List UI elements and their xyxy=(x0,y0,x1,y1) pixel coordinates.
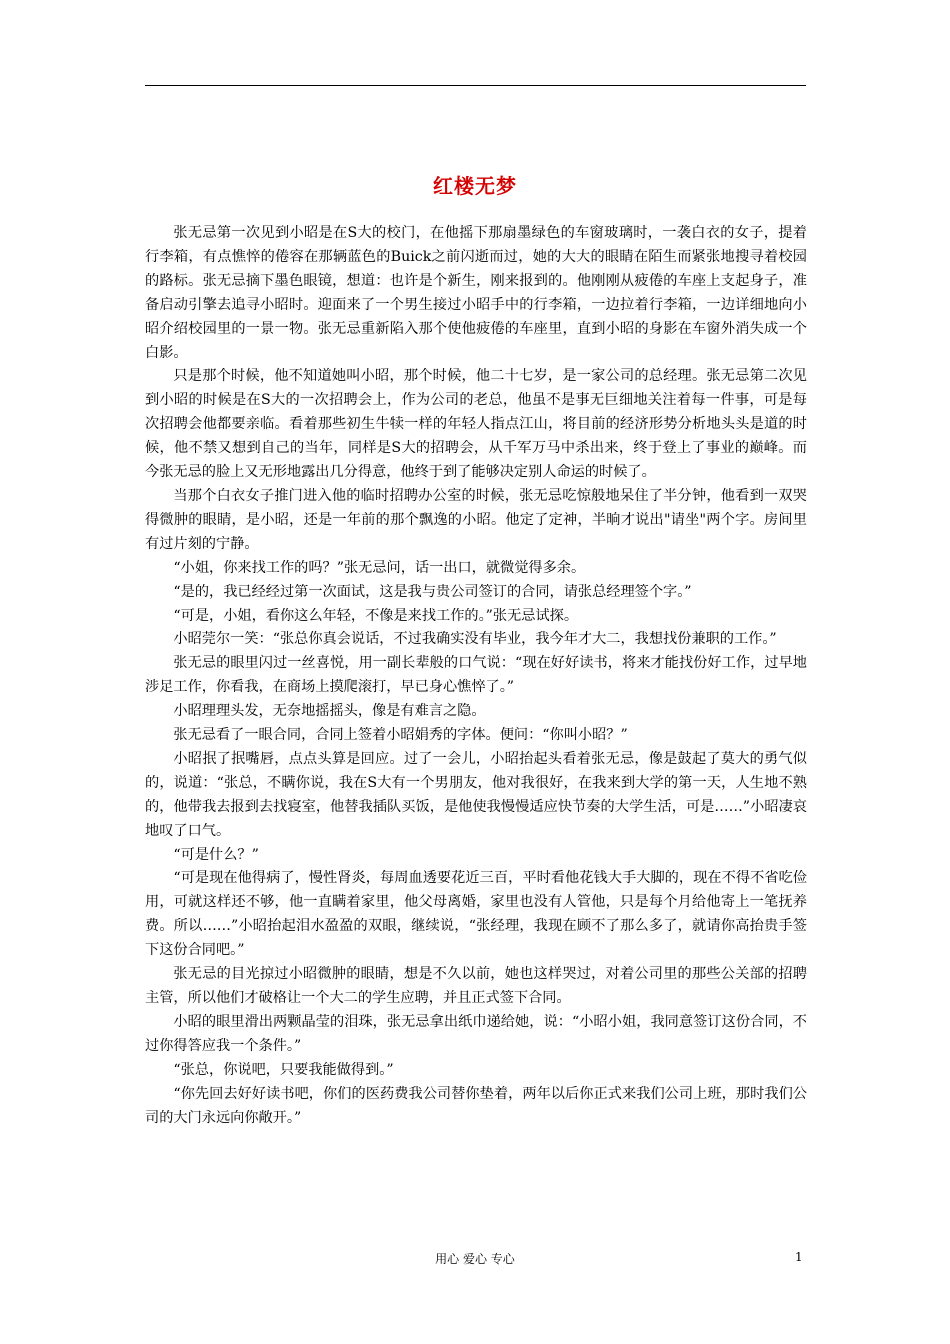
document-body xyxy=(145,222,807,1130)
paragraph: “小姐，你来找工作的吗？”张无忌问，话一出口，就微觉得多余。 xyxy=(173,559,586,576)
paragraph: 张无忌第一次见到小昭是在S大的校门，在他摇下那扇墨绿色的车窗玻璃时，一袭白衣的女子，提着行李箱，有点憔悴的倦容在那辆蓝色的Buick之前闪逝而过，她的大大的眼睛在陌生而紧张地搜寻着校园的路标。张无忌摘下墨色眼镜，想道：也许是个新生，刚来报到的。他刚刚从疲倦的车座上支起身子，准备启动引擎去追寻小昭时。迎面来了一个男生接过小昭手中的行李箱，一边拉着行李箱，一边详细地向小昭介绍校园里的一景一物。张无忌重新陷入那个使他疲倦的车座里，直到小昭的身影在车窗外消失成一个白影。 xyxy=(145,225,807,361)
paragraph: 张无忌看了一眼合同，合同上签着小昭娟秀的字体。便问：“你叫小昭？” xyxy=(173,727,628,744)
header-rule xyxy=(145,85,806,86)
paragraph: “是的，我已经经过第一次面试，这是我与贵公司签订的合同，请张总经理签个字。” xyxy=(173,583,692,600)
paragraph: “可是现在他得病了，慢性肾炎，每周血透要花近三百，平时看他花钱大手大脚的，现在不得不省吃俭用，可就这样还不够，他一直瞒着家里，他父母离婚，家里也没有人管他，只是每个月给他寄上一笔抚养费。所以……”小昭抬起泪水盈盈的双眼，继续说，“张经理，我现在顾不了那么多了，就请你高抬贵手签下这份合同吧。” xyxy=(145,870,807,959)
page-number: 1 xyxy=(795,1250,803,1264)
paragraph: 张无忌的目光掠过小昭微肿的眼睛，想是不久以前，她也这样哭过，对着公司里的那些公关部的招聘主管，所以他们才破格让一个大二的学生应聘，并且正式签下合同。 xyxy=(145,966,807,1006)
paragraph: 只是那个时候，他不知道她叫小昭，那个时候，他二十七岁，是一家公司的总经理。张无忌第二次见到小昭的时候是在S大的一次招聘会上，作为公司的老总，他虽不是事无巨细地关注着每一件事，可是每次招聘会他都要亲临。看着那些初生牛犊一样的年轻人指点江山，将目前的经济形势分析地头头是道的时候，他不禁又想到自己的当年，同样是S大的招聘会，从千军万马中杀出来，终于登上了事业的巅峰。而今张无忌的脸上又无形地露出几分得意，他终于到了能够决定别人命运的时候了。 xyxy=(145,368,807,481)
paragraph: “张总，你说吧，只要我能做得到。” xyxy=(173,1061,394,1078)
paragraph: 小昭莞尔一笑：“张总你真会说话，不过我确实没有毕业，我今年才大二，我想找份兼职的工作。” xyxy=(173,631,777,648)
paragraph: 小昭抿了抿嘴唇，点点头算是回应。过了一会儿，小昭抬起头看着张无忌，像是鼓起了莫大的勇气似的，说道：“张总，不瞒你说，我在S大有一个男朋友，他对我很好，在我来到大学的第一天，人生地不熟的，他带我去报到去找寝室，他替我插队买饭，是他使我慢慢适应快节奏的大学生活，可是……”小昭凄哀地叹了口气。 xyxy=(145,750,807,839)
paragraph: 张无忌的眼里闪过一丝喜悦，用一副长辈般的口气说：“现在好好读书，将来才能找份好工作，过早地涉足工作，你看我，在商场上摸爬滚打，早已身心憔悴了。” xyxy=(145,655,807,696)
paragraph: 小昭理理头发，无奈地摇摇头，像是有难言之隐。 xyxy=(173,703,486,720)
paragraph: “可是，小姐，看你这么年轻，不像是来找工作的。”张无忌试探。 xyxy=(173,607,579,624)
document-title: 红楼无梦 xyxy=(433,174,517,198)
paragraph: “你先回去好好读书吧，你们的医药费我公司替你垫着，两年以后你正式来我们公司上班，那时我们公司的大门永远向你敞开。” xyxy=(145,1085,807,1126)
paragraph: 小昭的眼里滑出两颗晶莹的泪珠，张无忌拿出纸巾递给她，说：“小昭小姐，我同意签订这份合同，不过你得答应我一个条件。” xyxy=(145,1013,807,1054)
paragraph: “可是什么？” xyxy=(173,846,259,863)
footer-slogan: 用心 爱心 专心 xyxy=(435,1252,515,1266)
paragraph: 当那个白衣女子推门进入他的临时招聘办公室的时候，张无忌吃惊般地呆住了半分钟，他看到一双哭得微肿的眼睛，是小昭，还是一年前的那个飘逸的小昭。他定了定神，半晌才说出"请坐"两个字。房间里有过片刻的宁静。 xyxy=(145,487,807,552)
